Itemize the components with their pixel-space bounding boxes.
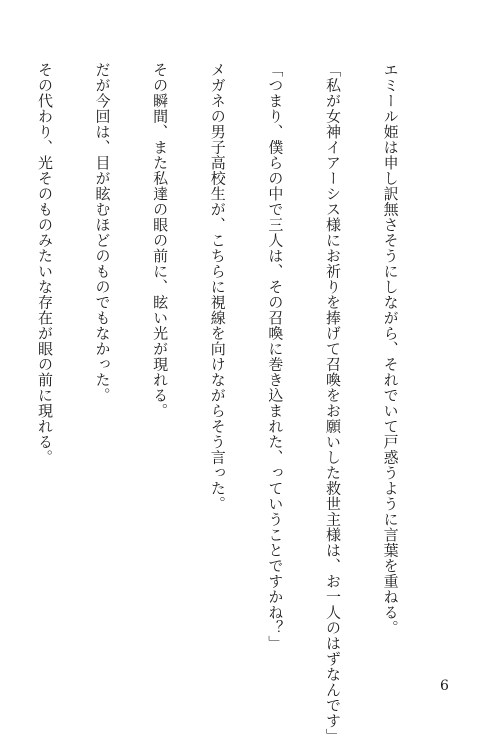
text-line: だが今回は、目が眩むほどのものでもなかった。: [93, 62, 112, 403]
text-line: 「つまり、僕らの中で三人は、その召喚に巻き込まれた、っていうことですかね？」: [266, 62, 285, 651]
vertical-text-body: [35, 62, 438, 744]
text-line: その瞬間、また私達の眼の前に、眩い光が現れる。: [151, 62, 170, 419]
text-line: エミール姫は申し訳無さそうにしながら、それでいて戸惑うように言葉を重ねる。: [381, 62, 400, 636]
text-line: その代わり、光そのものみたいな存在が眼の前に現れる。: [35, 62, 54, 465]
text-line: 「私が女神イアーシス様にお祈りを捧げて召喚をお願いした救世主様は、お一人のはずなんです」: [323, 62, 342, 744]
text-line: メガネの男子高校生が、こちらに視線を向けながらそう言った。: [208, 62, 227, 512]
page-number: 6: [440, 678, 449, 694]
